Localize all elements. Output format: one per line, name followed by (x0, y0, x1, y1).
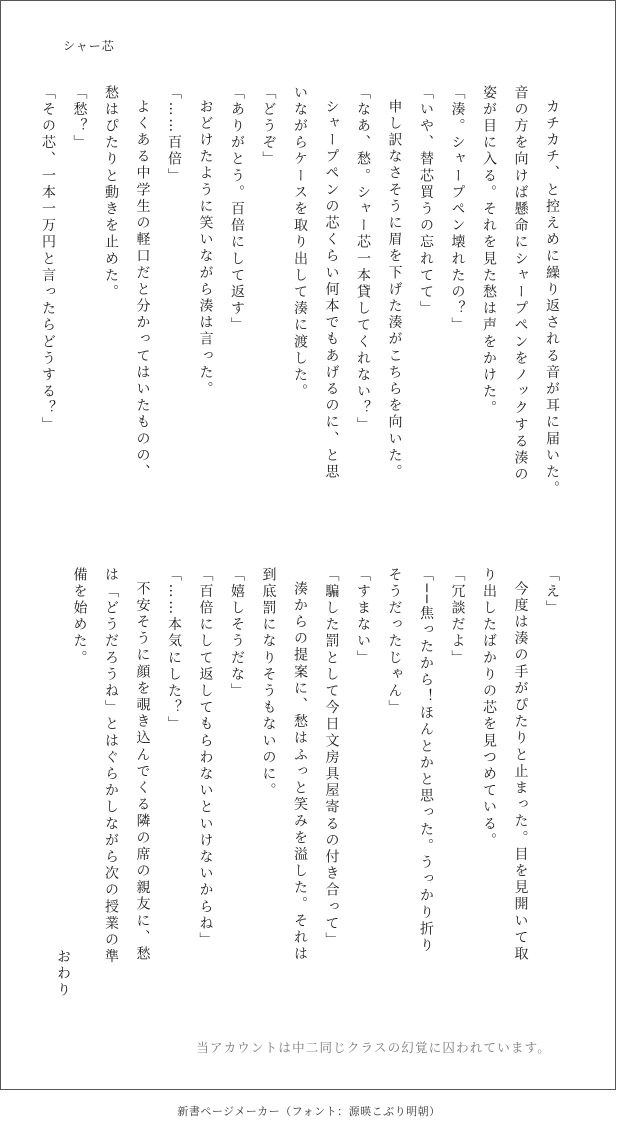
text-line: 申し訳なさそうに眉を下げた湊がこちらを向いた。 (386, 99, 403, 481)
text-line: 「すまない」 (355, 567, 371, 667)
text-line: 「……本気にした？」 (166, 567, 182, 733)
text-line: 姿が目に入る。それを見た愁は声をかけた。 (481, 85, 497, 417)
text-line: 「え」 (544, 567, 560, 617)
text-line: 愁はぴたりと動きを止めた。 (103, 85, 119, 301)
text-line: 「湊。シャープペン壊れたの？」 (449, 85, 466, 334)
text-line: り出したばかりの芯を見つめている。 (481, 567, 497, 850)
text-line: 「どうぞ」 (260, 85, 277, 168)
page-caption: 新書ページメーカー（フォント：源暎こぶり明朝） (177, 1105, 441, 1118)
text-line: は「どうだろうね」とはぐらかしながら次の授業の準 (103, 567, 119, 966)
text-line: 備を始めた。 (71, 567, 88, 667)
text-line: 今度は湊の手がぴたりと止まった。目を見開いて取 (512, 581, 529, 963)
page-title: シャー芯 (63, 39, 115, 53)
text-line: 音の方を向けば懸命にシャープペンをノックする湊の (512, 85, 529, 484)
text-line: 「冗談だよ」 (449, 567, 466, 667)
text-line: 「騙した罰として今日文房具屋寄るの付き合って」 (323, 567, 340, 949)
text-line: 到底罰になりそうもないのに。 (260, 567, 277, 800)
text-line: シャープペンの芯くらい何本でもあげるのに、と思 (323, 99, 340, 481)
text-line: そうだったじゃん」 (386, 567, 403, 717)
text-line: 「百倍にして返してもらわないといけないからね」 (197, 567, 214, 949)
text-line: 「──焦ったから！ほんとかと思った。うっかり折り (418, 567, 434, 955)
text-line: 湊からの提案に、愁はふっと笑みを溢した。それは (292, 581, 308, 963)
text-line: 「なあ、愁。シャー芯一本貸してくれない？」 (355, 85, 371, 434)
text-line: よくある中学生の軽口だと分かってはいたものの、 (134, 99, 151, 481)
text-line: 不安そうに顔を覗き込んでくる隣の席の親友に、愁 (134, 581, 151, 963)
text-line: カチカチ、と控えめに繰り返される音が耳に届いた。 (544, 99, 560, 498)
text-line: 「いや、替芯買うの忘れてて」 (418, 85, 434, 318)
text-line: 「その芯、一本一万円と言ったらどうする？」 (40, 85, 56, 434)
ending-mark: おわり (55, 949, 71, 999)
text-line: 「愁？」 (71, 85, 88, 152)
text-line: おどけたように笑いながら湊は言った。 (197, 99, 214, 398)
lower-text-block (63, 567, 567, 1017)
text-line: いながらケースを取り出して湊に渡した。 (292, 85, 308, 401)
text-line: 「嬉しそうだな」 (229, 567, 245, 700)
text-line: 「……百倍」 (166, 85, 182, 185)
account-note: 当アカウントは中二同じクラスの幻覚に囚われています。 (196, 1040, 551, 1055)
upper-text-block (32, 85, 568, 545)
text-line: 「ありがとう。百倍にして返す」 (229, 85, 245, 334)
